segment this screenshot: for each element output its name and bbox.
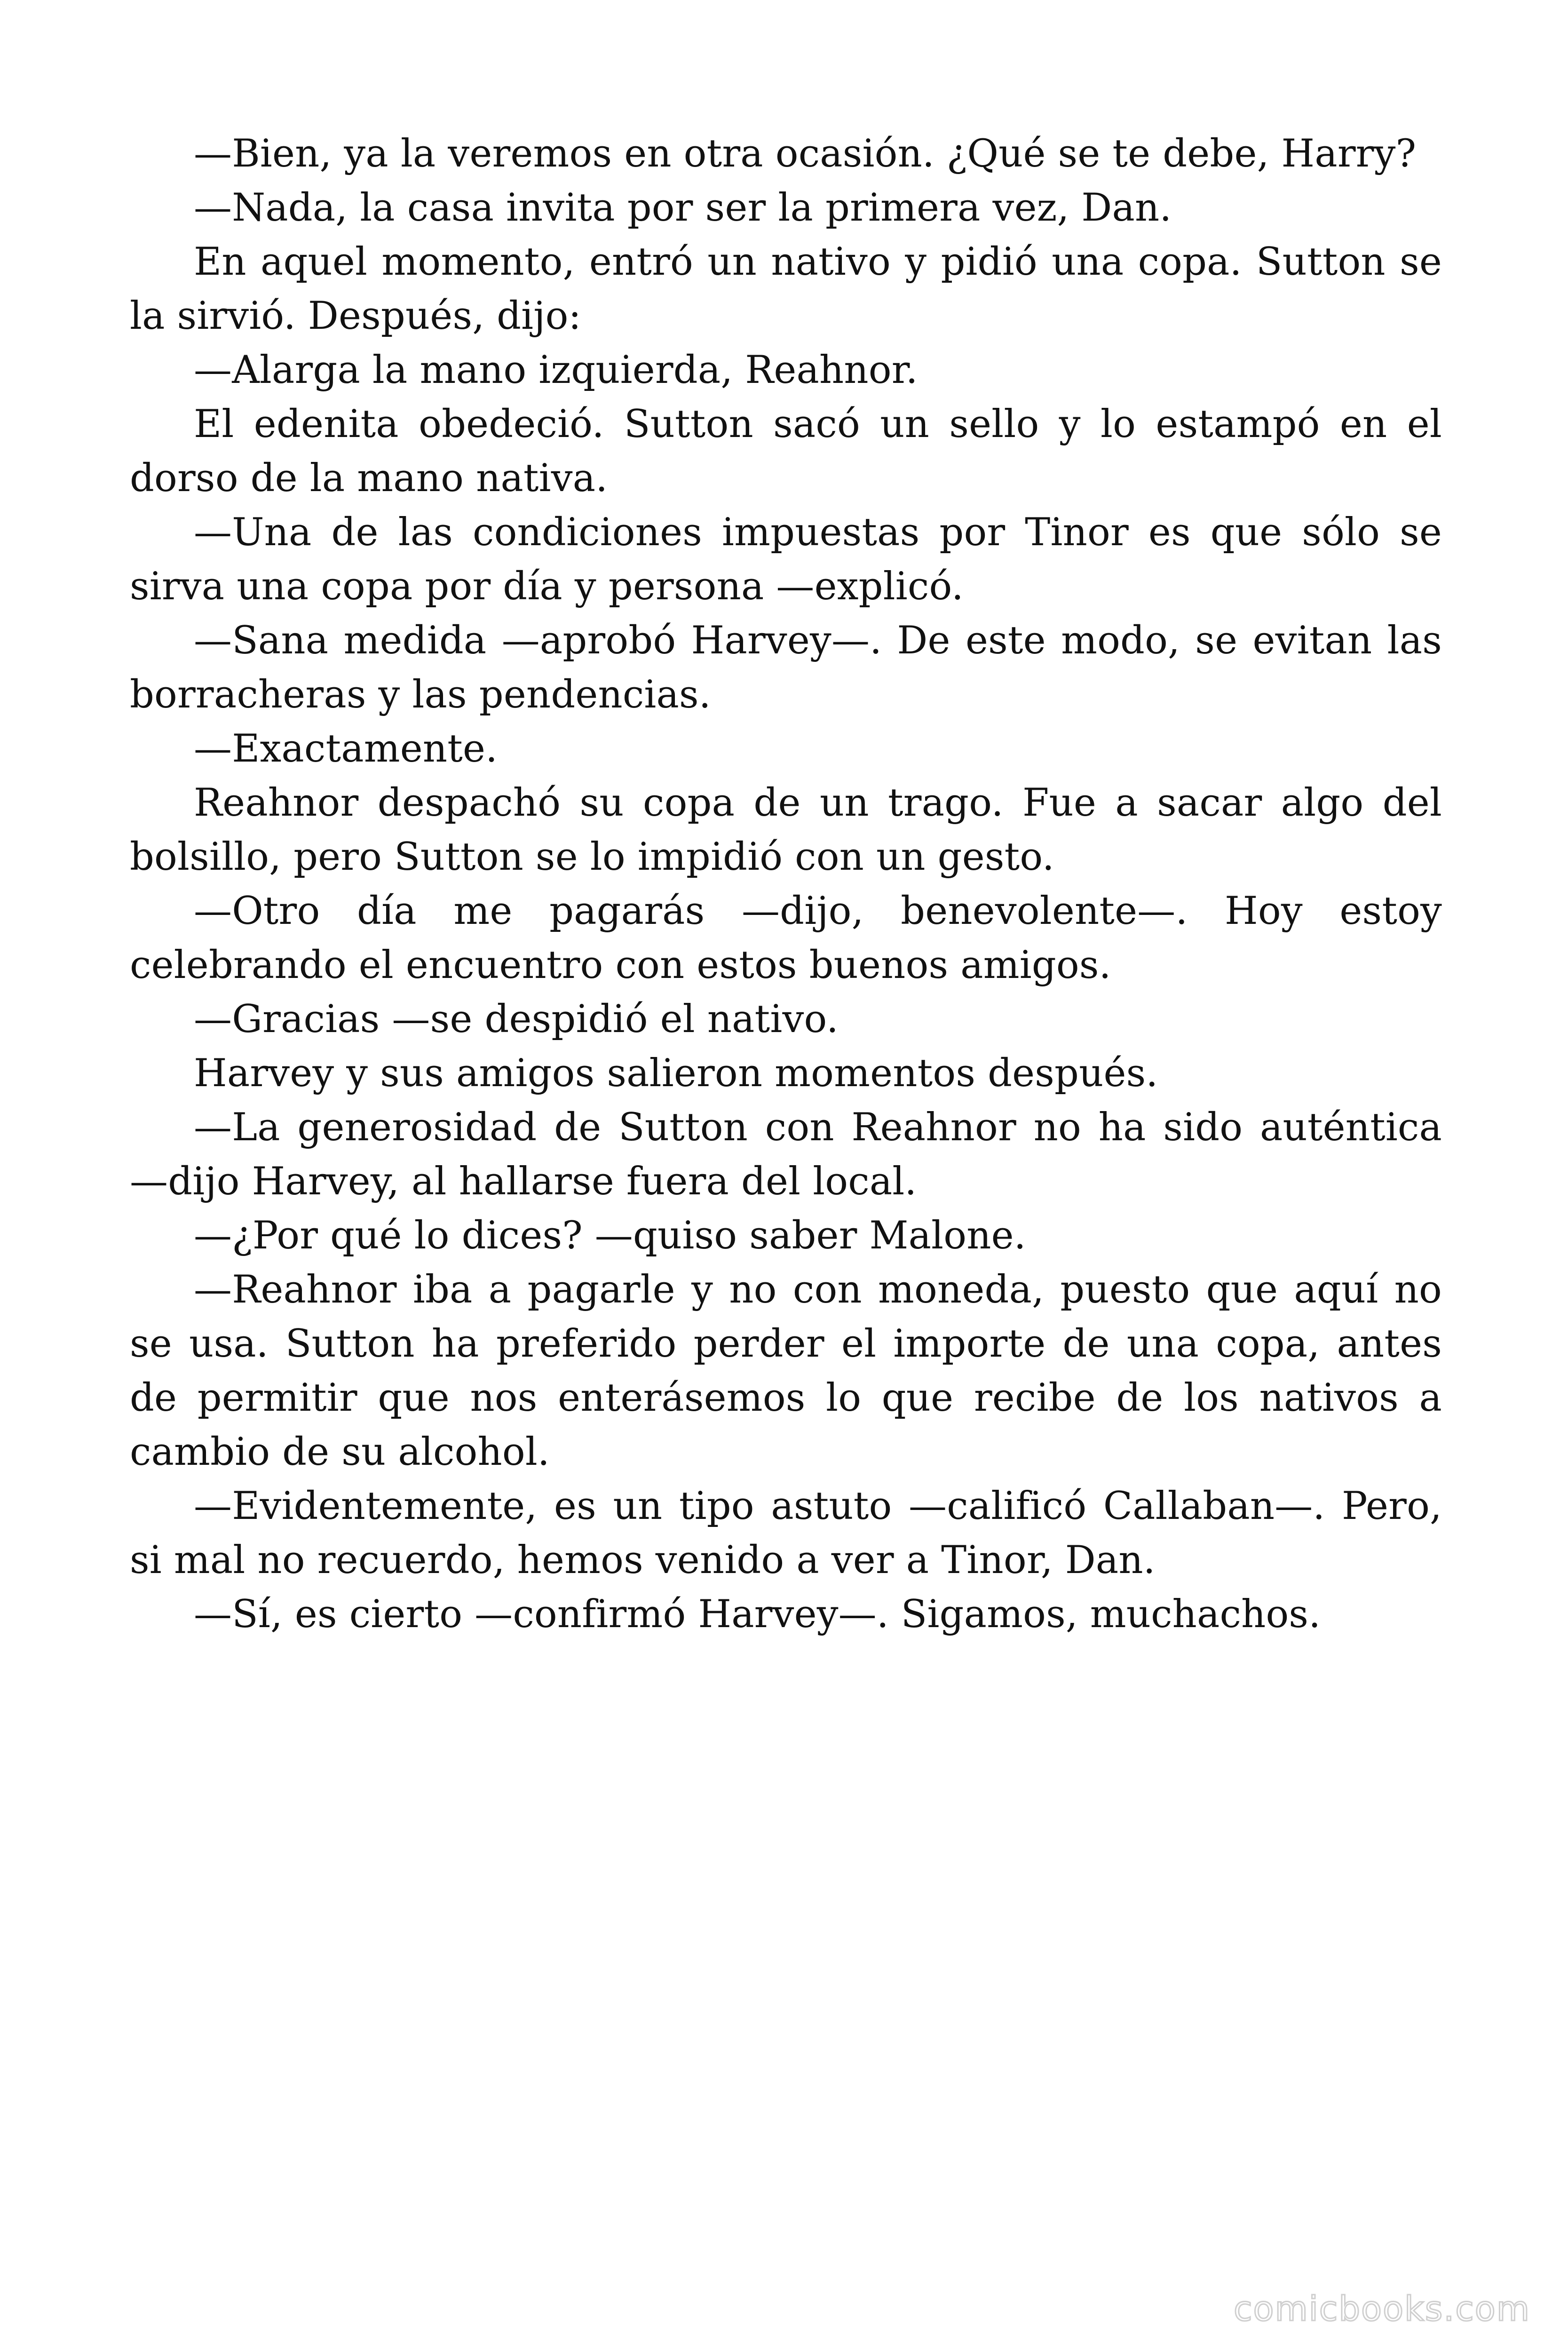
paragraph: —Evidentemente, es un tipo astuto —calificó Callaban—. Pero, si mal no recuerdo, hemos venido a ver a Tinor, Dan.: [130, 1484, 1442, 1582]
paragraph: Harvey y sus amigos salieron momentos después.: [194, 1051, 1158, 1096]
paragraph: —Sana medida —aprobó Harvey—. De este modo, se evitan las borracheras y las pendencias.: [130, 619, 1442, 717]
paragraph: —Bien, ya la veremos en otra ocasión. ¿Qué se te debe, Harry?: [194, 132, 1417, 176]
paragraph: —¿Por qué lo dices? —quiso saber Malone.: [194, 1214, 1026, 1258]
paragraph: —La generosidad de Sutton con Reahnor no ha sido auténtica —dijo Harvey, al hallarse fuera del local.: [130, 1105, 1442, 1204]
paragraph: Reahnor despachó su copa de un trago. Fue a sacar algo del bolsillo, pero Sutton se lo impidió con un gesto.: [130, 781, 1442, 879]
paragraph: —Otro día me pagarás —dijo, benevolente—. Hoy estoy celebrando el encuentro con estos buenos amigos.: [130, 889, 1442, 987]
paragraph: En aquel momento, entró un nativo y pidió una copa. Sutton se la sirvió. Después, dijo:: [130, 240, 1442, 338]
book-page-text: [130, 127, 1442, 1642]
paragraph: El edenita obedeció. Sutton sacó un sello y lo estampó en el dorso de la mano nativa.: [130, 402, 1442, 501]
paragraph: —Exactamente.: [194, 727, 498, 771]
paragraph: —Nada, la casa invita por ser la primera vez, Dan.: [194, 186, 1172, 230]
paragraph: —Sí, es cierto —confirmó Harvey—. Sigamos, muchachos.: [194, 1592, 1321, 1637]
paragraph: —Una de las condiciones impuestas por Tinor es que sólo se sirva una copa por día y persona —explicó.: [130, 510, 1442, 609]
paragraph: —Reahnor iba a pagarle y no con moneda, puesto que aquí no se usa. Sutton ha preferido perder el importe de una copa, antes de permitir que nos enterásemos lo que recibe de los nativos a cambio de su alcohol.: [130, 1268, 1442, 1474]
paragraph: —Alarga la mano izquierda, Reahnor.: [194, 348, 918, 392]
watermark-text: comicbooks.com: [1233, 2289, 1530, 2328]
paragraph: —Gracias —se despidió el nativo.: [194, 997, 839, 1041]
